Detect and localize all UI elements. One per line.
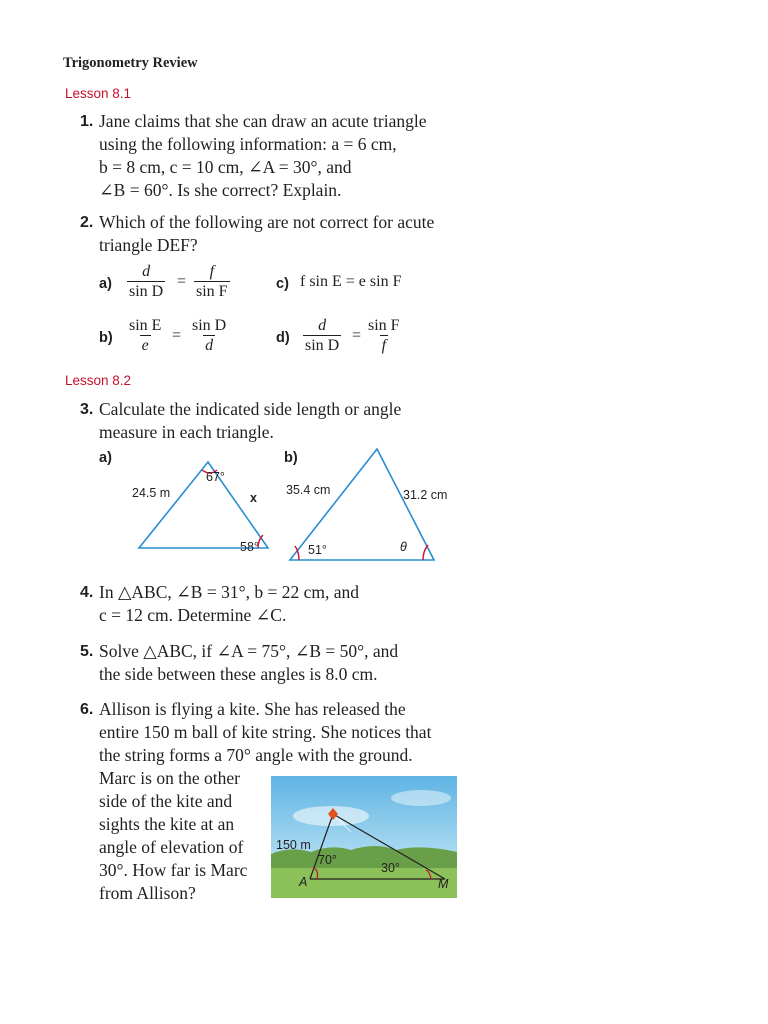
question-3-number: 3. (80, 401, 94, 418)
option-d-fraction-right (366, 316, 402, 356)
numerator: d (318, 317, 327, 334)
question-1-text (99, 110, 427, 202)
question-1-line: ∠B = 60°. Is she correct? Explain. (99, 180, 342, 200)
triangle-a-shape (139, 462, 268, 548)
triangle-b-figure (280, 442, 460, 564)
angle-label-51: 51° (308, 543, 327, 557)
side-label-31-2: 31.2 cm (403, 488, 448, 502)
question-6-line: entire 150 m ball of kite string. She notices that (99, 722, 432, 742)
lesson-heading-8-1: Lesson 8.1 (65, 86, 132, 101)
equals-sign: = (177, 273, 187, 290)
option-d-fraction-left (303, 316, 341, 356)
option-b-label: b) (99, 330, 113, 346)
part-a-label: a) (99, 450, 112, 466)
triangle-a-figure (130, 455, 280, 565)
question-3-text (99, 398, 401, 444)
option-d-label: d) (276, 330, 290, 346)
angle-label-30: 30° (381, 861, 400, 875)
question-6-number: 6. (80, 701, 94, 718)
side-label-35-4: 35.4 cm (286, 483, 331, 497)
point-m-label: M (438, 877, 449, 891)
option-c-equation: f sin E = e sin F (300, 273, 402, 290)
part-b-label: b) (284, 450, 298, 466)
denominator: e (141, 337, 149, 354)
equals-sign: = (352, 327, 362, 344)
question-4-line: In △ABC, ∠B = 31°, b = 22 cm, and (99, 582, 359, 602)
option-b-fraction-right (190, 316, 228, 356)
denominator: sin D (305, 337, 340, 354)
numerator: sin D (192, 317, 227, 334)
question-2-line: triangle DEF? (99, 235, 198, 255)
denominator: sin F (196, 283, 228, 300)
question-5-line: the side between these angles is 8.0 cm. (99, 664, 378, 684)
question-6-line: sights the kite at an (99, 814, 235, 834)
question-5-line: Solve △ABC, if ∠A = 75°, ∠B = 50°, and (99, 641, 399, 661)
question-4-line: c = 12 cm. Determine ∠C. (99, 605, 287, 625)
question-6-line: side of the kite and (99, 791, 233, 811)
question-5-text (99, 640, 398, 686)
question-1-number: 1. (80, 113, 94, 130)
question-2-line: Which of the following are not correct for acute (99, 212, 435, 232)
option-b-fraction-left (127, 316, 163, 356)
question-2-text (99, 211, 434, 257)
unknown-side-x: x (250, 491, 257, 505)
equals-sign: = (172, 327, 182, 344)
option-c-label: c) (276, 276, 289, 292)
question-6-line: Allison is flying a kite. She has released the (99, 699, 406, 719)
question-6-line: 30°. How far is Marc (99, 860, 248, 880)
numerator: d (142, 263, 151, 280)
point-a-label: A (299, 875, 308, 889)
lesson-heading-8-2: Lesson 8.2 (65, 373, 132, 388)
page-title: Trigonometry Review (63, 55, 198, 71)
numerator: sin E (129, 317, 162, 334)
denominator: sin D (129, 283, 164, 300)
angle-label-58: 58° (240, 540, 259, 554)
angle-label-70: 70° (318, 853, 337, 867)
denominator: d (205, 337, 214, 354)
option-a-fraction-right (194, 262, 230, 302)
string-length-label: 150 m (276, 838, 311, 852)
question-2-number: 2. (80, 214, 94, 231)
question-6-line: angle of elevation of (99, 837, 244, 857)
numerator: f (209, 263, 215, 280)
cloud (391, 790, 451, 806)
angle-label-theta: θ (400, 540, 407, 554)
kite-figure (271, 776, 457, 898)
question-5-number: 5. (80, 643, 94, 660)
question-4-text (99, 581, 359, 627)
question-4-number: 4. (80, 584, 94, 601)
option-a-fraction-left (127, 262, 165, 302)
question-3-line: Calculate the indicated side length or angle (99, 399, 402, 419)
side-label-24-5: 24.5 m (132, 486, 171, 500)
question-1-line: using the following information: a = 6 cm, (99, 134, 397, 154)
denominator: f (381, 337, 387, 354)
question-6-line: the string forms a 70° angle with the ground. (99, 745, 413, 765)
question-6-line: from Allison? (99, 883, 196, 903)
option-a-label: a) (99, 276, 112, 292)
angle-label-67: 67° (206, 470, 225, 484)
question-1-line: Jane claims that she can draw an acute triangle (99, 111, 427, 131)
question-3-line: measure in each triangle. (99, 422, 274, 442)
numerator: sin F (368, 317, 400, 334)
question-1-line: b = 8 cm, c = 10 cm, ∠A = 30°, and (99, 157, 352, 177)
question-6-line: Marc is on the other (99, 768, 240, 788)
